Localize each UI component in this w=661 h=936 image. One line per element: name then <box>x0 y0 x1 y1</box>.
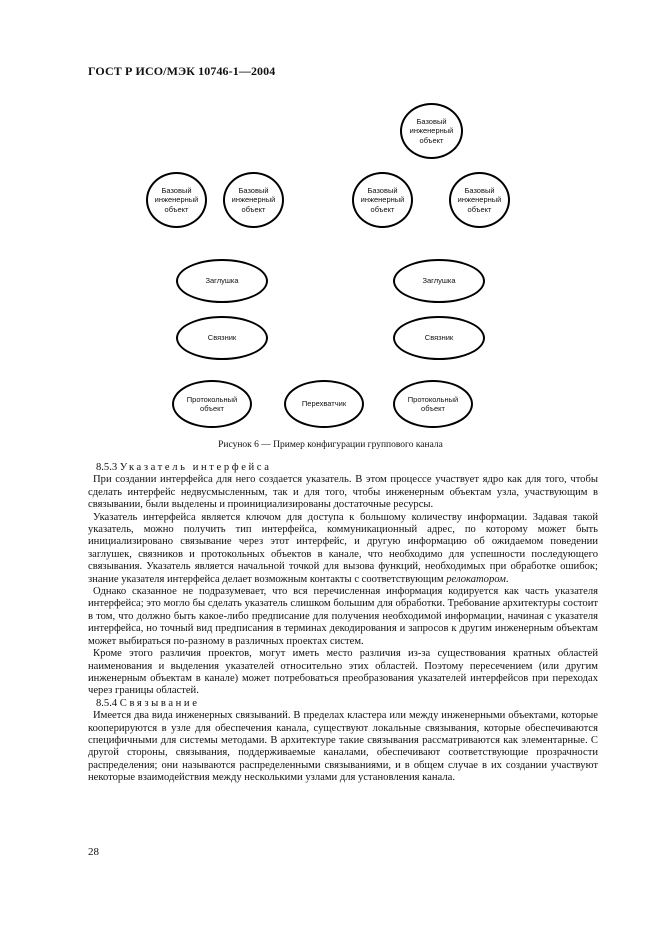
node-left-engineering-object-1: Базовый инженерный объект <box>146 172 207 228</box>
italic-term: релокатором <box>446 573 506 585</box>
figure-caption: Рисунок 6 — Пример конфигурации группового канала <box>218 440 443 450</box>
paragraph: При создании интерфейса для него создается указатель. В этом процессе участвует ядро как для того, чтобы сделать интерфейс недвусмысленным, так и для того, чтобы инженерным объектам узла, участвующим в связывании, были выделены и проинициализированы достаточные ресурсы. <box>88 474 598 511</box>
node-stub-left: Заглушка <box>176 259 268 303</box>
section-number: 8.5.3 <box>95 462 118 473</box>
section-number: 8.5.4 <box>95 697 118 709</box>
node-binder-right: Связник <box>393 316 485 360</box>
node-binder-left: Связник <box>176 316 268 360</box>
section-title: Связывание <box>119 697 200 709</box>
figure-group-channel <box>0 0 661 440</box>
node-right-engineering-object-1: Базовый инженерный объект <box>352 172 413 228</box>
section-title: Указатель интерфейса <box>119 462 272 473</box>
section-heading-8-5-3 <box>88 462 598 474</box>
paragraph: Имеется два вида инженерных связываний. В пределах кластера или между инженерными объектами, которые кооперируются в узле для обеспечения канала, существуют локальные связывания, которые обеспечиваются специфичными для системы методами. В архитектуре такие связывания рассматриваются как элементарные. С другой стороны, связывания, поддерживаемые каналами, обеспечивают соответствующие прозрачности распределения; они называются распределенными связываниями, и в общем случае в их создании участвуют некоторые взаимодействия между несколькими узлами для установления канала. <box>88 710 598 784</box>
node-left-engineering-object-2: Базовый инженерный объект <box>223 172 284 228</box>
paragraph-text-end: . <box>505 573 509 585</box>
node-stub-right: Заглушка <box>393 259 485 303</box>
paragraph-text: Указатель интерфейса является ключом для доступа к большому количеству информации. Задавая такой указатель, можно получить тип интерфейса, коммуникационный адрес, по которому может быть инициализировано связывание через этот интерфейс, и другую информацию об ожидаемом поведении заглушек, связников и протокольных объектов в канале, что необходимо для успешности последующего связывания. Указатель является начальной точкой для вызова функций, необходимых при обработке ошибок; знание указателя интерфейса делает возможным контакты с соответствующим <box>88 511 598 585</box>
section-heading-8-5-4 <box>88 698 598 710</box>
paragraph: Кроме этого различия проектов, могут иметь место различия из-за существования кратных областей наименования и выделения указателей относительно этих областей. Поэтому пересечением (или другим инженерным объектам в канале) может потребоваться преобразования указателей интерфейсов при переходах через границы областей. <box>88 648 598 697</box>
paragraph <box>88 512 598 586</box>
page-number: 28 <box>88 846 99 858</box>
node-top-engineering-object: Базовый инженерный объект <box>400 103 463 159</box>
node-interceptor: Перехватчик <box>284 380 364 428</box>
paragraph: Однако сказанное не подразумевает, что вся перечисленная информация кодируется как часть указателя интерфейса; это могло бы сделать указатель слишком большим для обработки. Требование архитектуры состоит в том, что должно быть какое-либо предписание для получения необходимой информации, начиная с указателя интерфейса, но точный вид предписания в терминах декодирования и запросов к другим инженерным объектам может выбираться по-разному в различных проектах систем. <box>88 586 598 647</box>
document-header: ГОСТ Р ИСО/МЭК 10746-1—2004 <box>88 64 276 78</box>
node-right-engineering-object-2: Базовый инженерный объект <box>449 172 510 228</box>
node-protocol-object-left: Протокольный объект <box>172 380 252 428</box>
body-text <box>88 462 598 785</box>
node-protocol-object-right: Протокольный объект <box>393 380 473 428</box>
